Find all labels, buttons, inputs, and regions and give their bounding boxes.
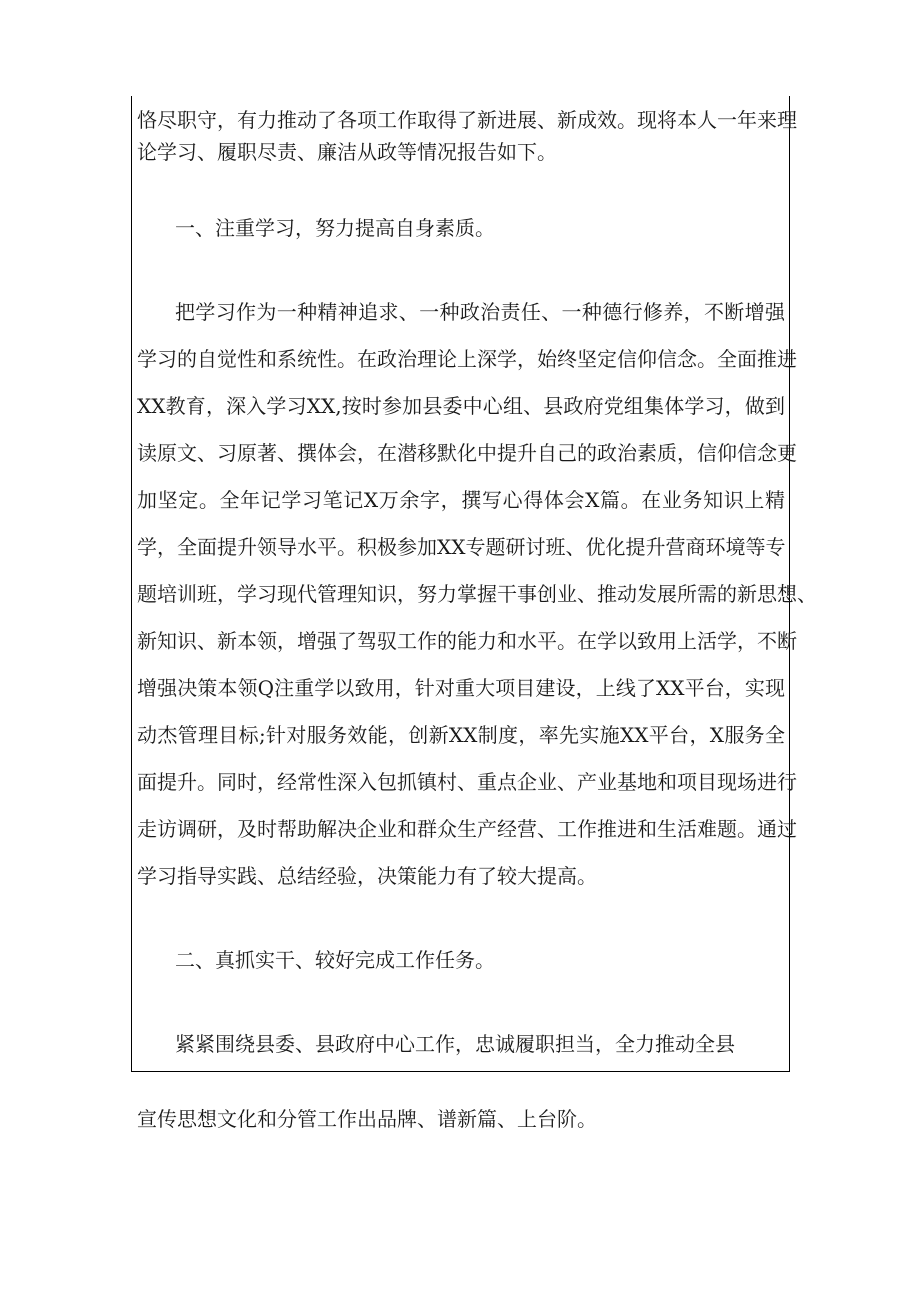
paragraph-1-line-5: 加坚定。全年记学习笔记X万余字，撰写心得体会X篇。在业务知识上精 (137, 488, 785, 512)
section-heading-2: 二、真抓实干、较好完成工作任务。 (175, 948, 495, 972)
paragraph-2-line-1: 紧紧围绕县委、县政府中心工作，忠诚履职担当，全力推动全县 (175, 1032, 735, 1056)
paragraph-1-line-10: 动杰管理目标;针对服务效能，创新XX制度，率先实施XX平台，X服务全 (137, 723, 785, 747)
paragraph-1-line-2: 学习的自觉性和系统性。在政治理论上深学，始终坚定信仰信念。全面推进 (137, 347, 797, 371)
paragraph-1-line-6: 学，全面提升领导水平。积极参加XX专题研讨班、优化提升营商环境等专 (137, 535, 786, 559)
continuation-line: 宣传思想文化和分管工作出品牌、谱新篇、上台阶。 (137, 1107, 597, 1131)
paragraph-1-line-1: 把学习作为一种精神追求、一种政治责任、一种德行修养，不断增强 (175, 300, 785, 324)
paragraph-1-line-7: 题培训班，学习现代管理知识，努力掌握干事创业、推动发展所需的新思想、 (137, 582, 817, 606)
section-heading-1: 一、注重学习，努力提高自身素质。 (175, 216, 495, 240)
intro-line-1: 恪尽职守，有力推动了各项工作取得了新进展、新成效。现将本人一年来理 (137, 108, 797, 132)
paragraph-1-line-8: 新知识、新本领，增强了驾驭工作的能力和水平。在学以致用上活学，不断 (137, 629, 797, 653)
paragraph-1-line-3: XX教育，深入学习XX,按时参加县委中心组、县政府党组集体学习，做到 (137, 394, 785, 418)
paragraph-1-line-9: 增强决策本领Q注重学以致用，针对重大项目建设，上线了XX平台，实现 (137, 676, 785, 700)
paragraph-1-line-4: 读原文、习原著、撰体会，在潜移默化中提升自己的政治素质，信仰信念更 (137, 441, 797, 465)
intro-line-2: 论学习、履职尽责、廉洁从政等情况报告如下。 (137, 140, 557, 164)
paragraph-1-line-12: 走访调研，及时帮助解决企业和群众生产经营、工作推进和生活难题。通过 (137, 817, 797, 841)
paragraph-1-line-11: 面提升。同时，经常性深入包抓镇村、重点企业、产业基地和项目现场进行 (137, 770, 797, 794)
paragraph-1-line-13: 学习指导实践、总结经验，决策能力有了较大提高。 (137, 864, 597, 888)
